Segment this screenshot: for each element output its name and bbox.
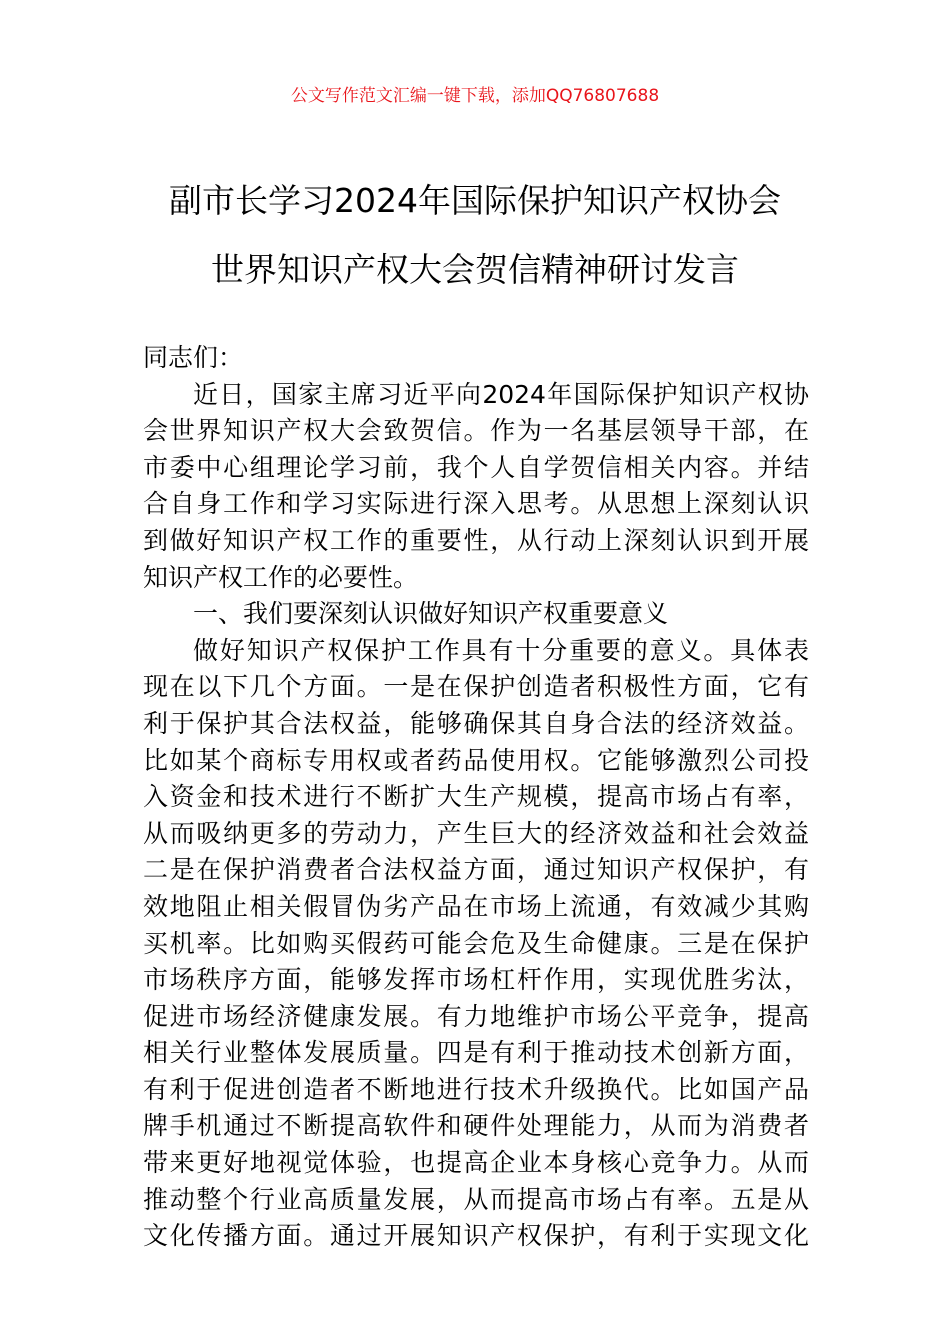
document-title-line-1: 副市长学习2024年国际保护知识产权协会 [169, 181, 781, 220]
paragraph-2-line: 市场秩序方面，能够发挥市场杠杆作用，实现优胜劣汰， [143, 965, 809, 995]
paragraph-2-line: 入资金和技术进行不断扩大生产规模，提高市场占有率， [143, 782, 809, 812]
paragraph-2-line: 利于保护其合法权益，能够确保其自身合法的经济效益。 [143, 708, 809, 738]
paragraph-2-line: 现在以下几个方面。一是在保护创造者积极性方面，它有 [143, 672, 809, 702]
paragraph-2-line: 效地阻止相关假冒伪劣产品在市场上流通，有效减少其购 [143, 891, 809, 921]
document-body [143, 340, 809, 1255]
paragraph-1-line: 市委中心组理论学习前，我个人自学贺信相关内容。并结 [143, 452, 809, 482]
paragraph-2-line: 促进市场经济健康发展。有力地维护市场公平竞争，提高 [143, 1001, 809, 1031]
paragraph-2-line: 买机率。比如购买假药可能会危及生命健康。三是在保护 [143, 928, 809, 958]
paragraph-2-line: 二是在保护消费者合法权益方面，通过知识产权保护，有 [143, 855, 809, 885]
paragraph-2-line: 做好知识产权保护工作具有十分重要的意义。具体表 [193, 635, 809, 665]
paragraph-2-line: 有利于促进创造者不断地进行技术升级换代。比如国产品 [143, 1074, 809, 1104]
salutation: 同志们： [143, 343, 244, 372]
paragraph-2-line: 带来更好地视觉体验，也提高企业本身核心竞争力。从而 [143, 1148, 809, 1178]
paragraph-2-line: 从而吸纳更多的劳动力，产生巨大的经济效益和社会效益 [143, 818, 809, 848]
header-download-note: 公文写作范文汇编一键下载，添加QQ76807688 [290, 86, 660, 106]
paragraph-2-line: 相关行业整体发展质量。四是有利于推动技术创新方面， [143, 1038, 809, 1068]
paragraph-1-line: 到做好知识产权工作的重要性，从行动上深刻认识到开展 [143, 525, 809, 555]
paragraph-2-line: 文化传播方面。通过开展知识产权保护，有利于实现文化 [143, 1221, 809, 1251]
paragraph-2-line: 牌手机通过不断提高软件和硬件处理能力，从而为消费者 [143, 1111, 809, 1141]
paragraph-1-line: 会世界知识产权大会致贺信。作为一名基层领导干部，在 [143, 416, 809, 446]
paragraph-1-line: 近日，国家主席习近平向2024年国际保护知识产权协 [193, 379, 809, 409]
section-heading-1: 一、我们要深刻认识做好知识产权重要意义 [193, 599, 669, 629]
paragraph-2-line: 推动整个行业高质量发展，从而提高市场占有率。五是从 [143, 1184, 809, 1214]
document-title-line-2: 世界知识产权大会贺信精神研讨发言 [211, 250, 739, 289]
paragraph-1-line: 合自身工作和学习实际进行深入思考。从思想上深刻认识 [143, 489, 809, 519]
paragraph-2-line: 比如某个商标专用权或者药品使用权。它能够激烈公司投 [143, 745, 809, 775]
paragraph-1-line: 知识产权工作的必要性。 [143, 562, 419, 592]
